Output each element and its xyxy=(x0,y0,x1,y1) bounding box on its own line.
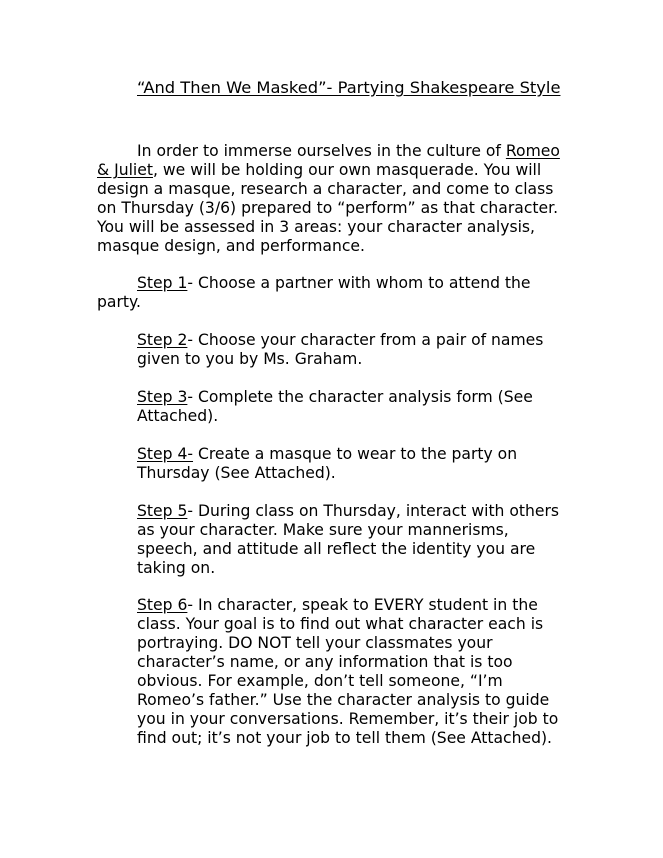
step-5-text: - During class on Thursday, interact with others as your character. Make sure your mannerisms, speech, and attitude all reflect the identity you are taking on. xyxy=(137,502,560,577)
step-5 xyxy=(137,502,567,578)
step-6-label: Step 6 xyxy=(137,596,188,614)
step-3-label: Step 3 xyxy=(137,388,188,406)
intro-text-end: , we will be holding our own masquerade. You will design a masque, research a character, and come to class on Thursday (3/6) prepared to “perform” as that character. You will be assessed in 3 areas: your character analysis, masque design, and performance. xyxy=(97,161,559,255)
document-title: “And Then We Masked”- Partying Shakespeare Style xyxy=(137,78,561,97)
intro-text-start: In order to immerse ourselves in the culture of xyxy=(137,142,506,160)
step-5-label: Step 5 xyxy=(137,502,188,520)
step-4-label: Step 4- xyxy=(137,445,194,463)
intro-paragraph xyxy=(97,142,567,256)
step-2-label: Step 2 xyxy=(137,331,188,349)
step-4 xyxy=(137,445,567,483)
step-2 xyxy=(137,331,567,369)
step-2-text: - Choose your character from a pair of names given to you by Ms. Graham. xyxy=(137,331,544,368)
step-6 xyxy=(137,596,567,748)
step-1-label: Step 1 xyxy=(137,274,188,292)
step-3-text: - Complete the character analysis form (See Attached). xyxy=(137,388,533,425)
step-6-text: - In character, speak to EVERY student in the class. Your goal is to find out what character each is portraying. DO NOT tell your classmates your character’s name, or any information that is too obvious. For example, don’t tell someone, “I’m Romeo’s father.” Use the character analysis to guide you in your conversations. Remember, it’s their job to find out; it’s not your job to tell them (See Attached). xyxy=(137,596,559,747)
step-1 xyxy=(97,274,567,312)
step-4-text: Create a masque to wear to the party on Thursday (See Attached). xyxy=(137,445,518,482)
step-1-text: - Choose a partner with whom to attend the party. xyxy=(97,274,531,311)
step-3 xyxy=(137,388,567,426)
play-title: Romeo & Juliet xyxy=(97,142,560,179)
